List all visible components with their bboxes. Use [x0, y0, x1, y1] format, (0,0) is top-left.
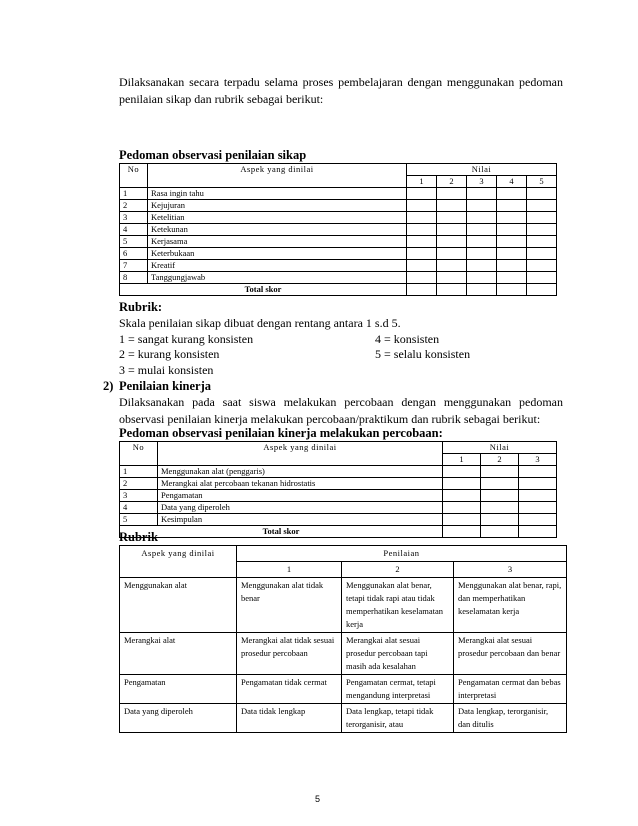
score-cell — [497, 260, 527, 272]
rubrik-score-2: Pengamatan cermat, tetapi mengandung interpretasi — [342, 675, 454, 704]
row-number: 1 — [120, 466, 158, 478]
score-cell — [467, 212, 497, 224]
score-cell — [467, 260, 497, 272]
score-cell — [497, 200, 527, 212]
row-aspek: Pengamatan — [158, 490, 443, 502]
table-row — [120, 188, 557, 200]
score-cell — [497, 248, 527, 260]
rubrik-score-3: Pengamatan cermat dan bebas interpretasi — [454, 675, 567, 704]
score-cell — [481, 490, 519, 502]
kinerja-header-row — [120, 442, 557, 454]
col-penilaian-header: Penilaian — [237, 546, 567, 562]
score-cell — [497, 272, 527, 284]
row-number: 1 — [120, 188, 148, 200]
rubrik-score-1: Pengamatan tidak cermat — [237, 675, 342, 704]
kinerja-heading: Penilaian kinerja — [119, 379, 212, 393]
score-cell — [437, 188, 467, 200]
row-number: 6 — [120, 248, 148, 260]
table-row — [120, 490, 557, 502]
table-row — [120, 212, 557, 224]
sikap-total-row — [120, 284, 557, 296]
row-aspek: Kerjasama — [148, 236, 407, 248]
row-aspek: Menggunakan alat (penggaris) — [158, 466, 443, 478]
row-aspek: Merangkai alat — [120, 633, 237, 675]
score-cell — [497, 188, 527, 200]
row-number: 2 — [120, 200, 148, 212]
score-cell — [527, 212, 557, 224]
row-number: 5 — [120, 514, 158, 526]
rubrik-score-1: Merangkai alat tidak sesuai prosedur percobaan — [237, 633, 342, 675]
rubrik-header-row — [120, 546, 567, 562]
score-cell — [519, 514, 557, 526]
score-header: 5 — [527, 176, 557, 188]
score-cell — [527, 224, 557, 236]
score-header: 3 — [467, 176, 497, 188]
score-cell — [497, 224, 527, 236]
score-cell — [407, 248, 437, 260]
table-row — [120, 633, 567, 675]
table-row — [120, 236, 557, 248]
row-aspek: Pengamatan — [120, 675, 237, 704]
row-aspek: Data yang diperoleh — [158, 502, 443, 514]
col-nilai-header: Nilai — [443, 442, 557, 454]
table-row — [120, 466, 557, 478]
table-row — [120, 514, 557, 526]
score-cell — [437, 236, 467, 248]
score-cell — [467, 248, 497, 260]
score-header: 1 — [237, 562, 342, 578]
row-aspek: Kreatif — [148, 260, 407, 272]
row-number: 3 — [120, 212, 148, 224]
intro-paragraph: Dilaksanakan secara terpadu selama proses pembelajaran dengan menggunakan pedoman penilaian sikap dan rubrik sebagai berikut: — [119, 75, 563, 106]
score-cell — [437, 272, 467, 284]
score-cell — [527, 236, 557, 248]
score-header: 2 — [342, 562, 454, 578]
row-aspek: Kesimpulan — [158, 514, 443, 526]
rubrik-scale-3: 3 = mulai konsisten — [119, 362, 214, 377]
row-aspek: Rasa ingin tahu — [148, 188, 407, 200]
score-cell — [481, 478, 519, 490]
rubrik-scale-1: 1 = sangat kurang konsisten — [119, 331, 254, 346]
rubrik-score-3: Data lengkap, terorganisir, dan ditulis — [454, 704, 567, 733]
row-aspek: Ketelitian — [148, 212, 407, 224]
kinerja-table-title: Pedoman observasi penilaian kinerja melakukan percobaan: — [119, 426, 443, 440]
col-aspek-header: Aspek yang dinilai — [120, 546, 237, 578]
score-cell — [527, 260, 557, 272]
rubrik-score-3: Merangkai alat sesuai prosedur percobaan dan benar — [454, 633, 567, 675]
table-row — [120, 478, 557, 490]
score-cell — [467, 200, 497, 212]
table-row — [120, 200, 557, 212]
score-cell — [407, 200, 437, 212]
rubrik-score-2: Data lengkap, tetapi tidak terorganisir, atau — [342, 704, 454, 733]
col-nilai-header: Nilai — [407, 164, 557, 176]
row-aspek: Menggunakan alat — [120, 578, 237, 633]
score-cell — [519, 466, 557, 478]
total-label: Total skor — [120, 526, 443, 538]
row-number: 5 — [120, 236, 148, 248]
kinerja-total-row — [120, 526, 557, 538]
score-header: 2 — [437, 176, 467, 188]
rubrik-scale-2: 2 = kurang konsisten — [119, 347, 220, 361]
score-cell — [443, 514, 481, 526]
table-row — [120, 675, 567, 704]
total-label: Total skor — [120, 284, 407, 296]
table-row — [120, 704, 567, 733]
page-number: 5 — [315, 794, 321, 804]
row-number: 8 — [120, 272, 148, 284]
score-cell — [407, 188, 437, 200]
score-header: 2 — [481, 454, 519, 466]
row-number: 3 — [120, 490, 158, 502]
score-cell — [437, 200, 467, 212]
table-row — [120, 578, 567, 633]
score-cell — [407, 212, 437, 224]
table-row — [120, 248, 557, 260]
rubrik-score-2: Merangkai alat sesuai prosedur percobaan tapi masih ada kesalahan — [342, 633, 454, 675]
score-cell — [527, 200, 557, 212]
rubrik-scale-text: Skala penilaian sikap dibuat dengan rentang antara 1 s.d 5. — [119, 316, 401, 330]
col-aspek-header: Aspek yang dinilai — [158, 442, 443, 466]
rubrik-kinerja-title: Rubrik — [119, 530, 158, 544]
score-cell — [437, 212, 467, 224]
row-number: 4 — [120, 502, 158, 514]
kinerja-table — [119, 441, 557, 538]
score-header: 4 — [497, 176, 527, 188]
row-aspek: Ketekunan — [148, 224, 407, 236]
score-cell — [497, 236, 527, 248]
rubrik-sikap-title: Rubrik: — [119, 300, 163, 314]
score-cell — [467, 224, 497, 236]
rubrik-score-3: Menggunakan alat benar, rapi, dan memperhatikan keselamatan kerja — [454, 578, 567, 633]
row-aspek: Merangkai alat percobaan tekanan hidrostatis — [158, 478, 443, 490]
rubrik-score-1: Menggunakan alat tidak benar — [237, 578, 342, 633]
score-cell — [497, 212, 527, 224]
score-cell — [443, 478, 481, 490]
table-row — [120, 224, 557, 236]
score-cell — [527, 188, 557, 200]
sikap-header-row — [120, 164, 557, 176]
row-aspek: Kejujuran — [148, 200, 407, 212]
col-no-header: No — [120, 164, 148, 188]
table-row — [120, 260, 557, 272]
kinerja-number: 2) — [103, 379, 114, 393]
score-cell — [519, 490, 557, 502]
score-cell — [407, 224, 437, 236]
score-cell — [481, 466, 519, 478]
col-no-header: No — [120, 442, 158, 466]
rubrik-kinerja-table — [119, 545, 567, 733]
score-cell — [481, 514, 519, 526]
score-cell — [437, 224, 467, 236]
row-number: 7 — [120, 260, 148, 272]
rubrik-score-1: Data tidak lengkap — [237, 704, 342, 733]
row-aspek: Data yang diperoleh — [120, 704, 237, 733]
rubrik-score-2: Menggunakan alat benar, tetapi tidak rapi atau tidak memperhatikan keselamatan kerja — [342, 578, 454, 633]
row-aspek: Keterbukaan — [148, 248, 407, 260]
score-cell — [407, 260, 437, 272]
table-row — [120, 502, 557, 514]
col-aspek-header: Aspek yang dinilai — [148, 164, 407, 188]
score-cell — [481, 502, 519, 514]
score-cell — [519, 478, 557, 490]
score-header: 3 — [454, 562, 567, 578]
score-cell — [443, 466, 481, 478]
score-cell — [437, 248, 467, 260]
score-cell — [467, 236, 497, 248]
score-cell — [443, 502, 481, 514]
score-header: 1 — [443, 454, 481, 466]
rubrik-sikap-scale — [119, 316, 569, 378]
score-header: 3 — [519, 454, 557, 466]
score-cell — [527, 272, 557, 284]
sikap-table — [119, 163, 557, 296]
score-cell — [467, 272, 497, 284]
score-cell — [437, 260, 467, 272]
score-cell — [407, 236, 437, 248]
score-cell — [527, 248, 557, 260]
row-number: 2 — [120, 478, 158, 490]
score-cell — [519, 502, 557, 514]
sikap-table-title: Pedoman observasi penilaian sikap — [119, 148, 307, 162]
rubrik-scale-4: 4 = konsisten — [375, 331, 440, 346]
row-number: 4 — [120, 224, 148, 236]
rubrik-scale-5: 5 = selalu konsisten — [375, 347, 471, 361]
table-row — [120, 272, 557, 284]
kinerja-paragraph: Dilaksanakan pada saat siswa melakukan percobaan dengan menggunakan pedoman observasi penilaian kinerja melakukan percobaan/praktikum dan rubrik sebagai berikut: — [119, 395, 563, 426]
score-cell — [407, 272, 437, 284]
row-aspek: Tanggungjawab — [148, 272, 407, 284]
score-header: 1 — [407, 176, 437, 188]
score-cell — [443, 490, 481, 502]
score-cell — [467, 188, 497, 200]
